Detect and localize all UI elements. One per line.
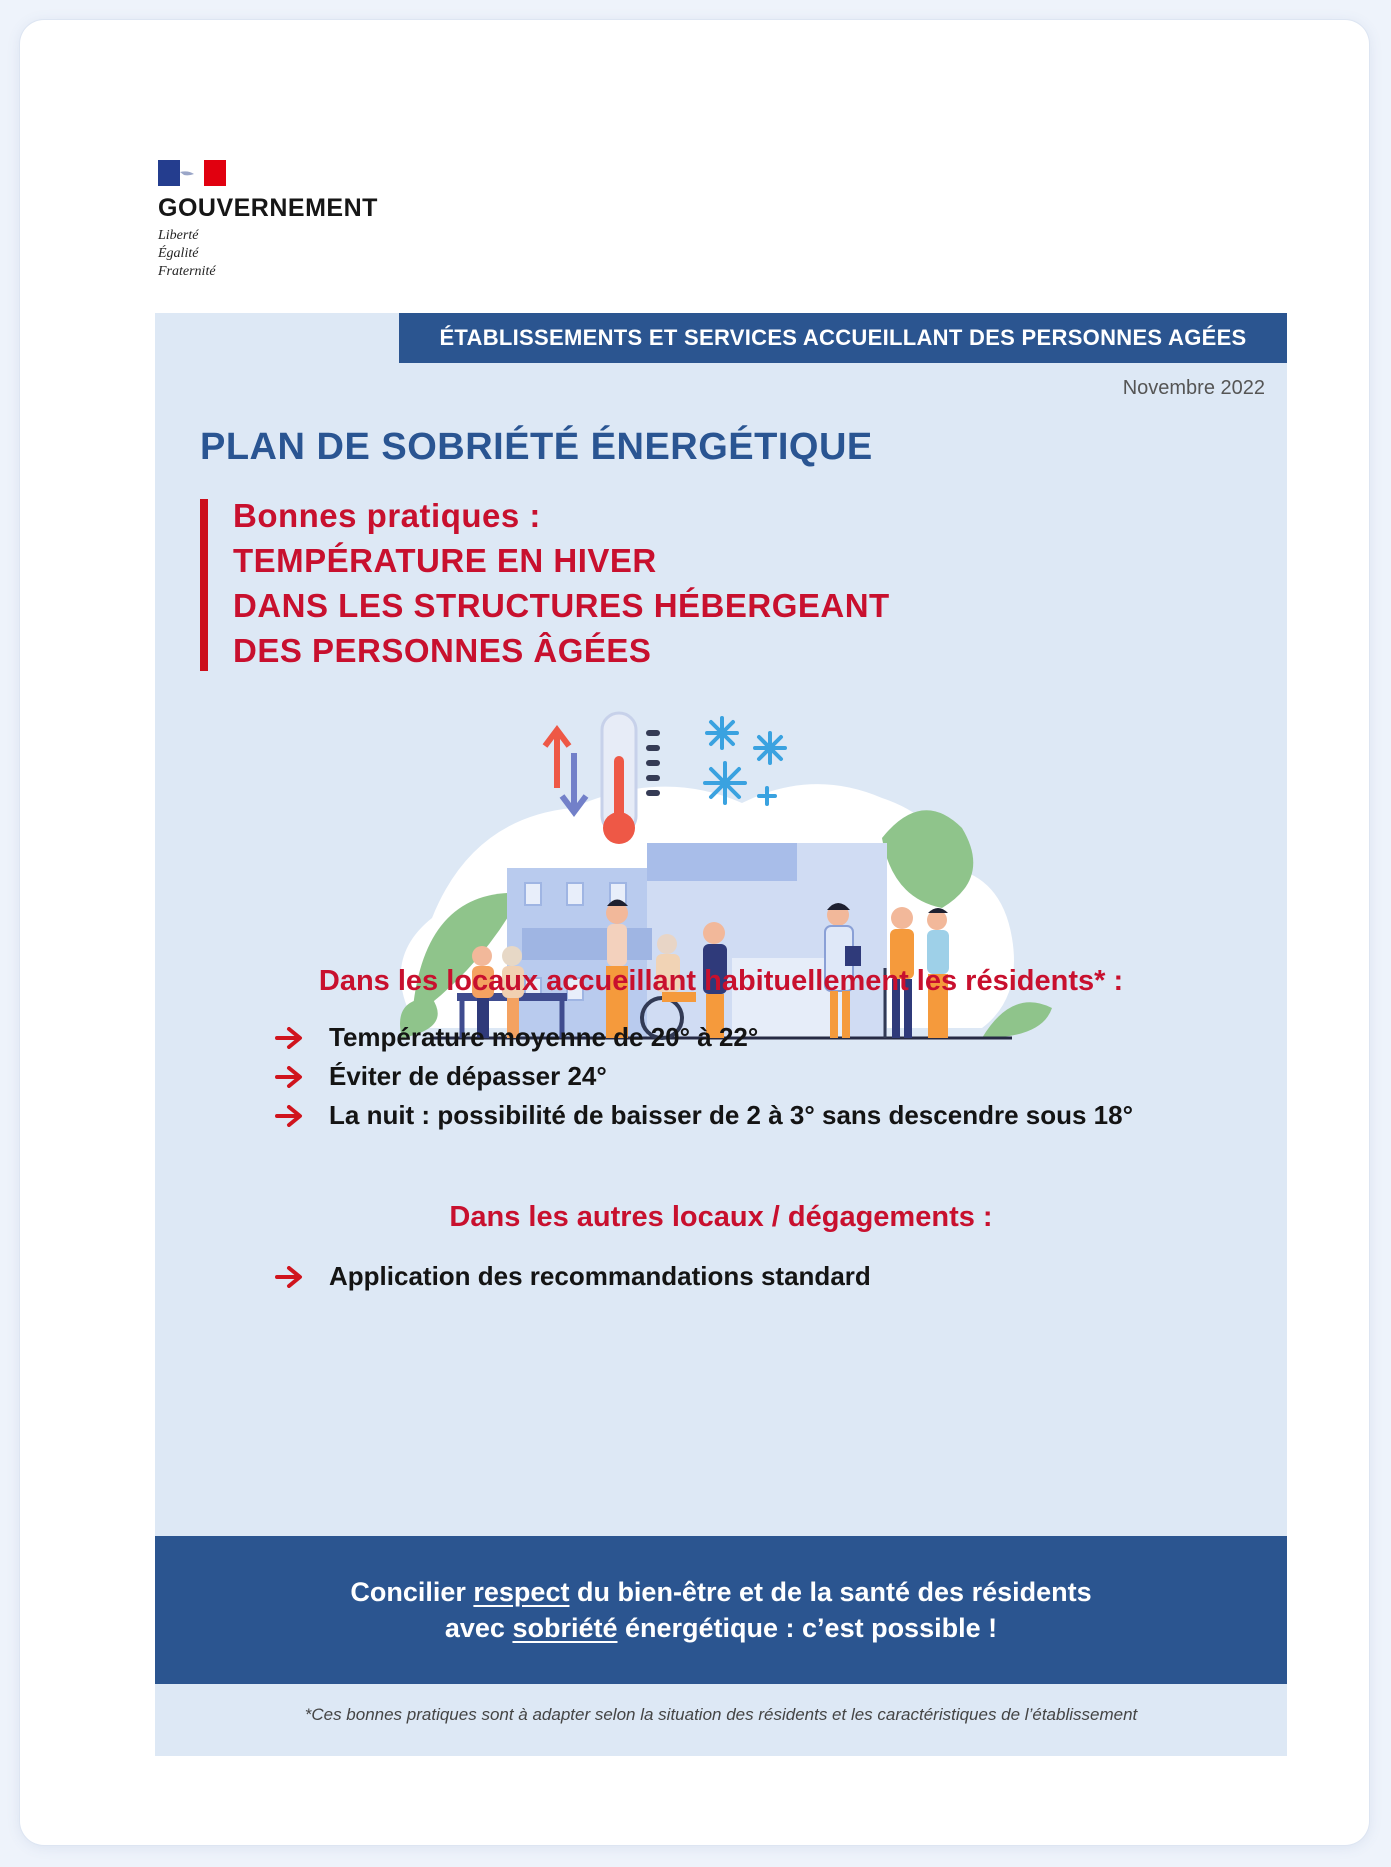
footer-line-1: Concilier respect du bien-être et de la santé des résidents bbox=[350, 1577, 1092, 1607]
subtitle-line-3: DANS LES STRUCTURES HÉBERGEANT bbox=[233, 587, 890, 624]
list-item bbox=[275, 1018, 1133, 1057]
page-title: PLAN DE SOBRIÉTÉ ÉNERGÉTIQUE bbox=[200, 426, 873, 468]
subtitle-block bbox=[233, 493, 890, 673]
subtitle-line-1: Bonnes pratiques : bbox=[233, 497, 541, 534]
section2-list bbox=[275, 1257, 871, 1296]
subtitle-accent-bar bbox=[200, 499, 208, 671]
list-item bbox=[275, 1096, 1133, 1135]
marianne-flag-icon bbox=[158, 160, 226, 186]
document-card bbox=[20, 20, 1369, 1845]
publication-date: Novembre 2022 bbox=[1122, 377, 1265, 399]
subtitle-line-2: TEMPÉRATURE EN HIVER bbox=[233, 542, 657, 579]
red-arrow-right-icon bbox=[275, 1105, 303, 1127]
motto-fraternite: Fraternité bbox=[158, 264, 216, 279]
footnote: *Ces bonnes pratiques sont à adapter selon la situation des résidents et les caractéristiques de l’établissement bbox=[304, 1705, 1138, 1724]
red-arrow-right-icon bbox=[275, 1027, 303, 1049]
respect-underlined: respect bbox=[473, 1577, 570, 1607]
section1-heading: Dans les locaux accueillant habituellement les résidents* : bbox=[318, 965, 1124, 997]
section2-heading: Dans les autres locaux / dégagements : bbox=[449, 1201, 993, 1233]
list-item bbox=[275, 1257, 871, 1296]
list-item bbox=[275, 1057, 1133, 1096]
red-arrow-right-icon bbox=[275, 1266, 303, 1288]
logo-title: GOUVERNEMENT bbox=[158, 194, 378, 222]
list-item-text: Application des recommandations standard bbox=[329, 1261, 871, 1291]
logo-motto bbox=[158, 227, 398, 281]
list-item-text: Température moyenne de 20° à 22° bbox=[329, 1022, 759, 1052]
top-banner: ÉTABLISSEMENTS ET SERVICES ACCUEILLANT DES PERSONNES AGÉES bbox=[399, 313, 1287, 363]
list-item-text: La nuit : possibilité de baisser de 2 à 3° sans descendre sous 18° bbox=[329, 1100, 1133, 1130]
red-arrow-right-icon bbox=[275, 1066, 303, 1088]
subtitle-line-4: DES PERSONNES ÂGÉES bbox=[233, 632, 652, 669]
motto-liberte: Liberté bbox=[158, 228, 199, 243]
motto-egalite: Égalité bbox=[158, 246, 199, 261]
footer-line-2: avec sobriété énergétique : c’est possible ! bbox=[444, 1613, 998, 1643]
sobriete-underlined: sobriété bbox=[512, 1613, 618, 1643]
section1-list bbox=[275, 1018, 1133, 1135]
footer-banner bbox=[155, 1536, 1287, 1684]
main-panel bbox=[155, 313, 1287, 1756]
government-logo bbox=[158, 160, 398, 281]
list-item-text: Éviter de dépasser 24° bbox=[329, 1061, 607, 1091]
